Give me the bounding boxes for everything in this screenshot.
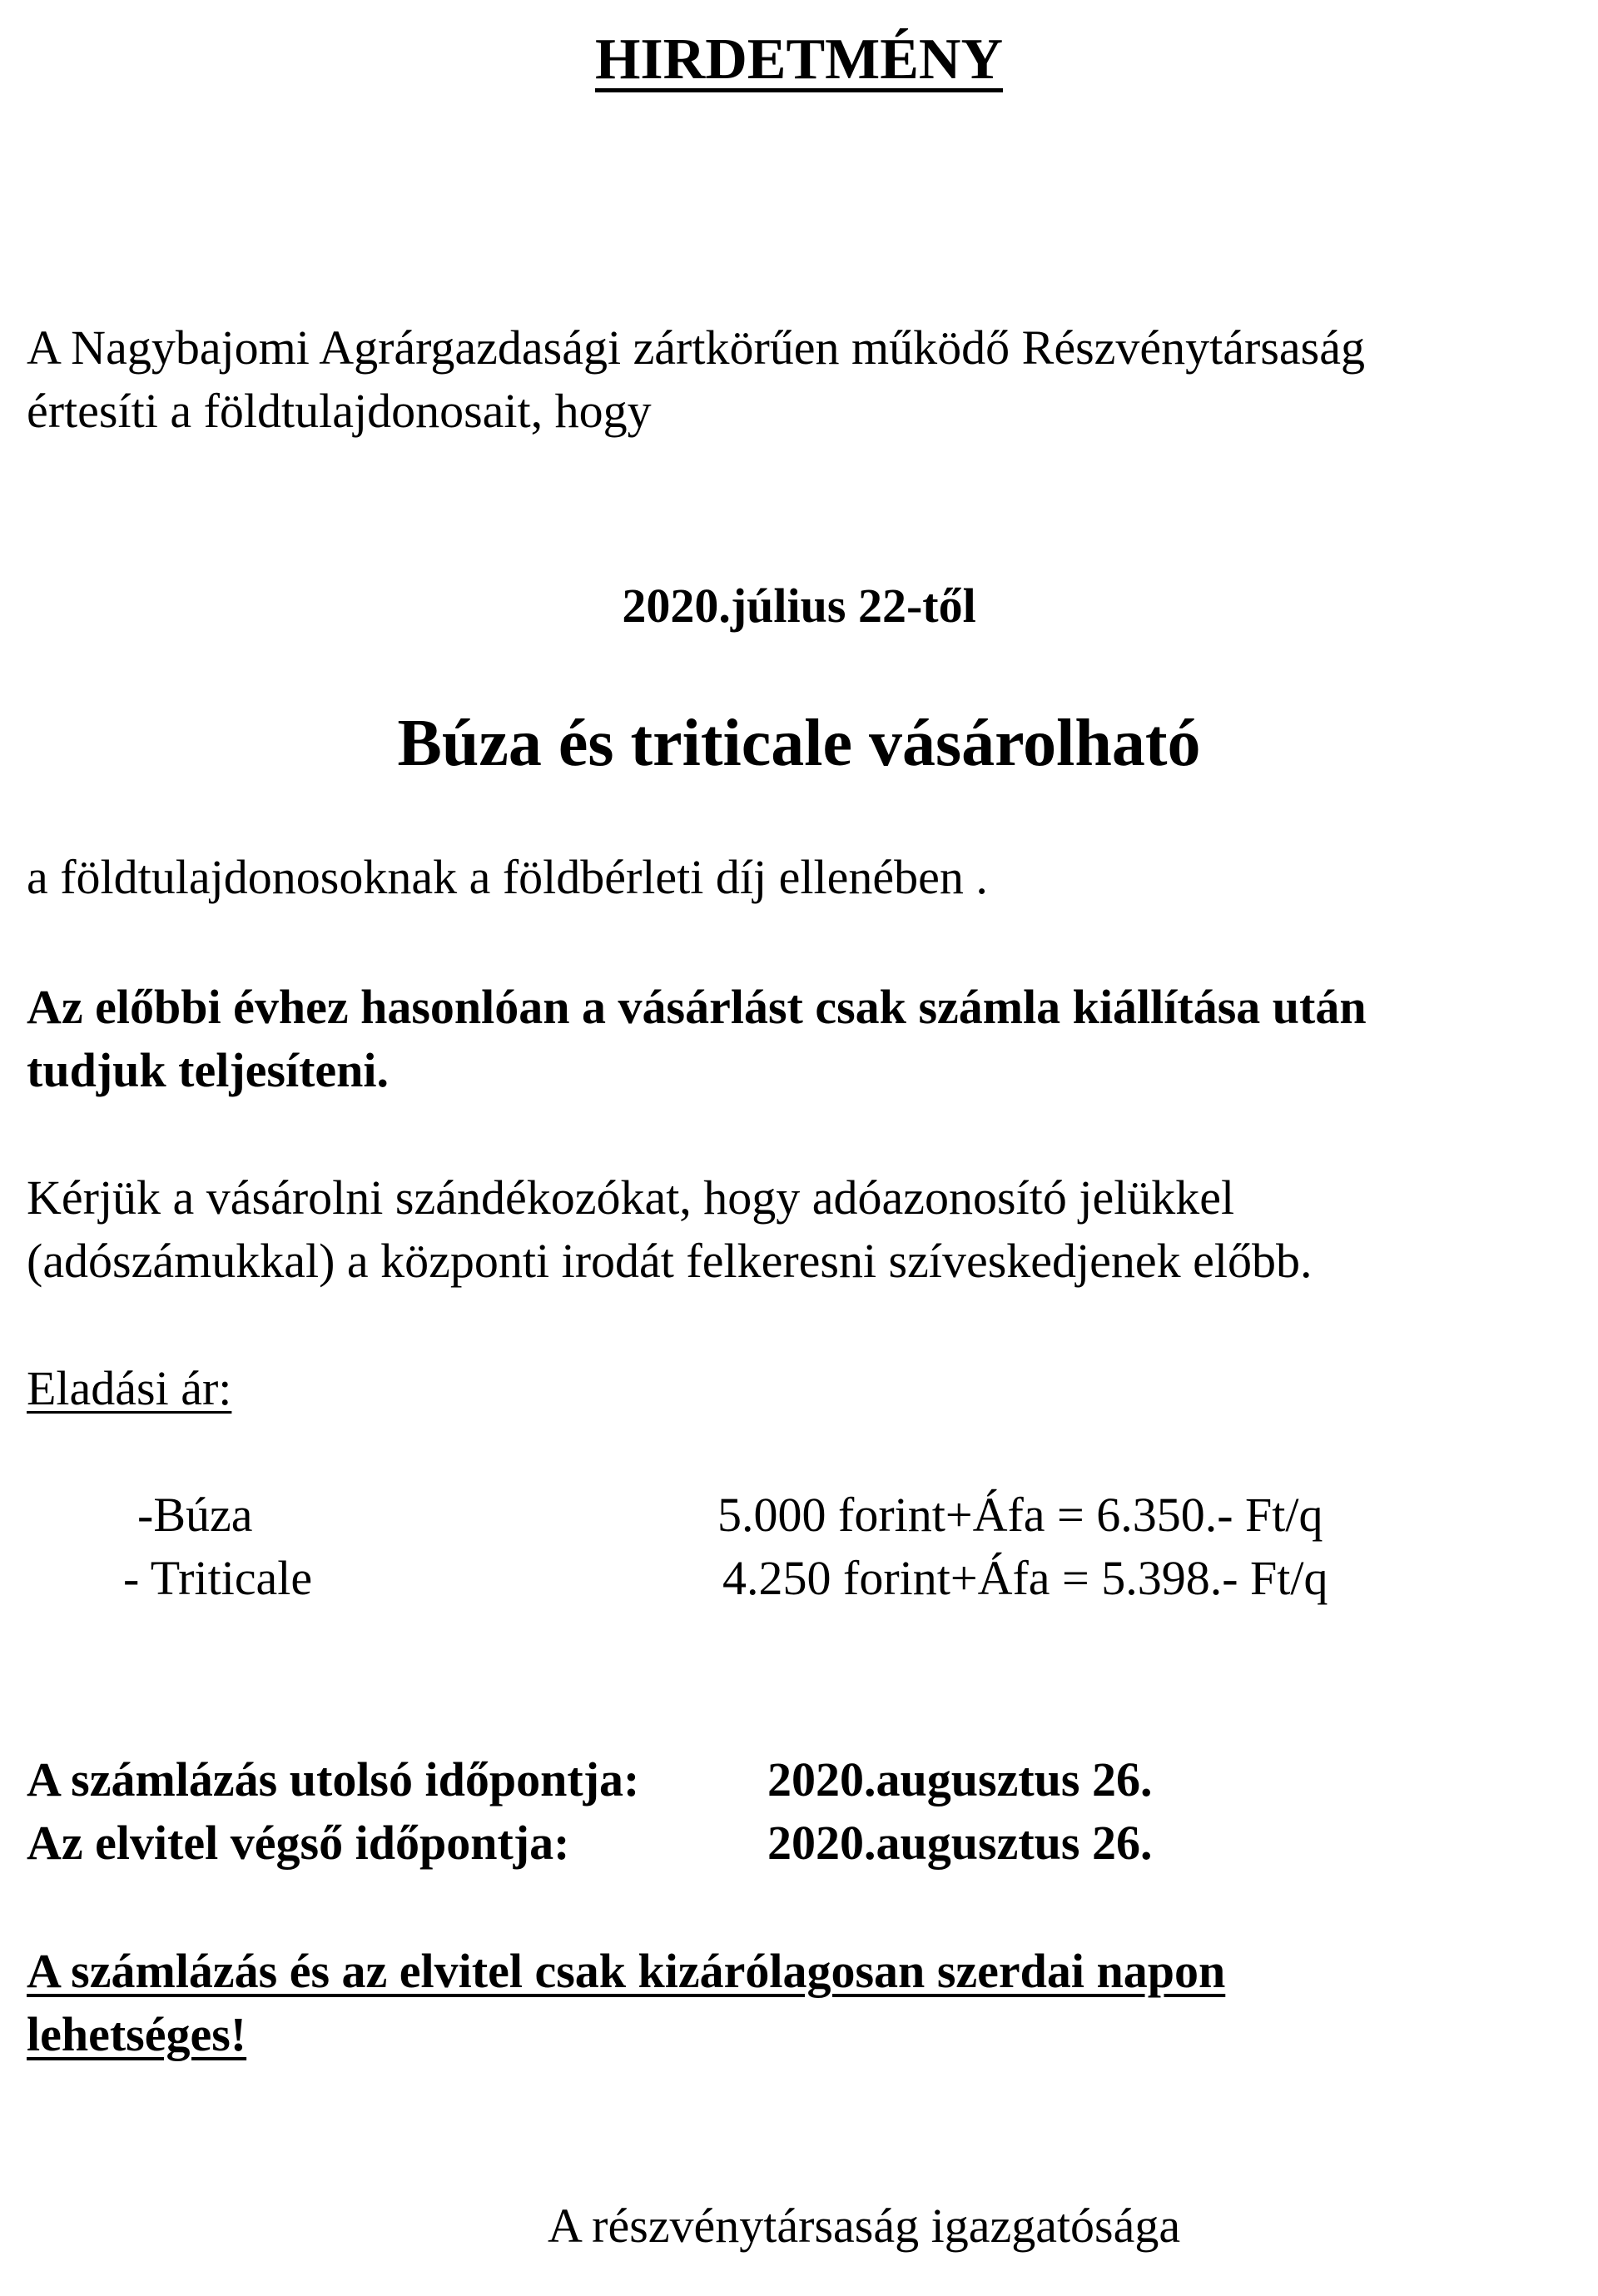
consideration-text: a földtulajdonosoknak a földbérleti díj ellenében . — [27, 850, 988, 904]
price-value-wheat: 5.000 forint+Áfa = 6.350.- Ft/q — [717, 1488, 1323, 1542]
signature: A részvénytársaság igazgatósága — [548, 2199, 1181, 2253]
invoice-notice — [27, 976, 1367, 1102]
intro-paragraph — [27, 316, 1365, 443]
price-label: Eladási ár: — [27, 1361, 232, 1415]
invoice-notice-line: Az előbbi évhez hasonlóan a vásárlást csak számla kiállítása után — [27, 980, 1367, 1034]
document-title — [0, 27, 1598, 93]
price-product-triticale: - Triticale — [123, 1551, 313, 1605]
pickup-deadline-label: Az elvitel végső időpontja: — [27, 1816, 570, 1870]
request-paragraph — [27, 1166, 1313, 1293]
wednesday-notice-line: lehetséges! — [27, 2007, 247, 2061]
headline: Búza és triticale vásárolható — [397, 707, 1201, 780]
invoice-notice-line: tudjuk teljesíteni. — [27, 1043, 389, 1097]
request-line: (adószámukkal) a központi irodát felkeresni szíveskedjenek előbb. — [27, 1234, 1313, 1288]
document-title-text: HIRDETMÉNY — [594, 27, 1004, 92]
pickup-deadline-date: 2020.augusztus 26. — [767, 1816, 1153, 1870]
price-product-wheat: -Búza — [137, 1488, 253, 1542]
invoicing-deadline-label: A számlázás utolsó időpontja: — [27, 1752, 640, 1806]
price-value-triticale: 4.250 forint+Áfa = 5.398.- Ft/q — [722, 1551, 1328, 1605]
wednesday-notice-line: A számlázás és az elvitel csak kizárólagosan szerdai napon — [27, 1944, 1226, 1998]
intro-line: értesíti a földtulajdonosait, hogy — [27, 384, 652, 438]
wednesday-notice — [27, 1940, 1225, 2066]
request-line: Kérjük a vásárolni szándékozókat, hogy adóazonosító jelükkel — [27, 1170, 1235, 1225]
invoicing-deadline-date: 2020.augusztus 26. — [767, 1752, 1153, 1806]
intro-line: A Nagybajomi Agrárgazdasági zártkörűen működő Részvénytársaság — [27, 321, 1365, 375]
start-date: 2020.július 22-től — [622, 579, 976, 633]
